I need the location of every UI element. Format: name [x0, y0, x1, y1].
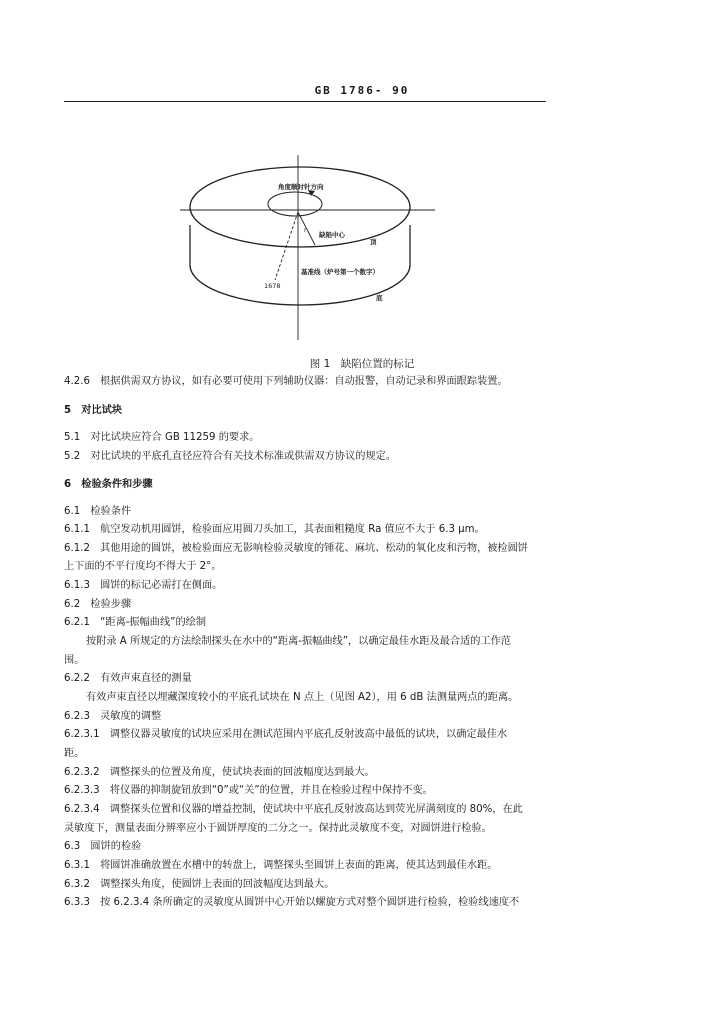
- text-line: 6.2.3 灵敏度的调整: [64, 711, 162, 722]
- text-line: 6.3.3 按 6.2.3.4 条所确定的灵敏度从圆饼中心开始以螺旋方式对整个圆饼进行检验，检验线速度不: [64, 897, 520, 908]
- header-rule: [64, 101, 546, 102]
- text-line: 有效声束直径以埋藏深度较小的平底孔试块在 N 点上（见图 A2），用 6 dB 法测量两点的距离。: [86, 692, 519, 703]
- text-line: 5.1 对比试块应符合 GB 11259 的要求。: [64, 432, 260, 443]
- label-top: 顶: [370, 238, 377, 246]
- text-line: 灵敏度下，测量表面分辨率应小于圆饼厚度的二分之一。保持此灵敏度不变，对圆饼进行检验。: [64, 823, 492, 834]
- text-line: 按附录 A 所规定的方法绘制探头在水中的“距离-振幅曲线”，以确定最佳水距及最合适的工作范: [86, 636, 511, 647]
- label-r: r: [304, 226, 307, 234]
- disc-top-ellipse: [190, 167, 410, 247]
- label-angle: 角度顺时针方向: [278, 183, 324, 191]
- subsection-heading: 6.1 检验条件: [64, 506, 132, 517]
- figure-caption: 图 1 缺陷位置的标记: [309, 358, 415, 370]
- text-line: 6.1.1 航空发动机用圆饼，检验面应用圆刀头加工，其表面粗糙度 Ra 值应不大于 6.3 μm。: [64, 524, 485, 535]
- text-line: 上下面的不平行度均不得大于 2°。: [64, 561, 222, 572]
- section-heading: 5 对比试块: [64, 405, 123, 416]
- subsection-heading: 6.3 圆饼的检验: [64, 841, 142, 852]
- label-code: 1678: [264, 282, 281, 290]
- text-line: 6.2.2 有效声束直径的测量: [64, 673, 192, 684]
- text-line: 6.2.3.2 调整探头的位置及角度，使试块表面的回波幅度达到最大。: [64, 767, 375, 778]
- text-line: 6.3.2 调整探头角度，使圆饼上表面的回波幅度达到最大。: [64, 879, 335, 890]
- subsection-heading: 6.2 检验步骤: [64, 599, 132, 610]
- defect-position-figure: [180, 150, 440, 350]
- label-baseline: 基准线（炉号第一个数字）: [301, 268, 379, 276]
- document-header: GB 1786- 90: [314, 84, 410, 97]
- text-line: 6.1.2 其他用途的圆饼，被检验面应无影响检验灵敏度的锤花、麻坑、松动的氧化皮和污物，被检圆饼: [64, 543, 528, 554]
- label-defect-center: 缺陷中心: [319, 231, 345, 239]
- text-line: 6.2.1 “距离-振幅曲线”的绘制: [64, 617, 207, 628]
- text-line: 6.3.1 将圆饼准确放置在水槽中的转盘上，调整探头至圆饼上表面的距离，使其达到最佳水距。: [64, 860, 498, 871]
- text-line: 6.1.3 圆饼的标记必需打在侧面。: [64, 580, 223, 591]
- text-line: 5.2 对比试块的平底孔直径应符合有关技术标准或供需双方协议的规定。: [64, 451, 397, 462]
- section-heading: 6 检验条件和步骤: [64, 479, 153, 490]
- text-line: 6.2.3.3 将仪器的抑制旋钮放到“0”或“关”的位置，并且在检验过程中保持不变。: [64, 785, 433, 796]
- text-line: 围。: [64, 655, 85, 666]
- disc-bottom-edge: [190, 225, 410, 305]
- text-line: 距。: [64, 748, 85, 759]
- center-ellipse: [268, 192, 322, 216]
- text-line: 6.2.3.4 调整探头位置和仪器的增益控制，使试块中平底孔反射波高达到荧光屏满刻度的 80%，在此: [64, 804, 523, 815]
- text-line: 6.2.3.1 调整仪器灵敏度的试块应采用在测试范围内平底孔反射波高中最低的试块，以确定最佳水: [64, 729, 508, 740]
- label-bottom: 底: [376, 294, 383, 302]
- text-line: 4.2.6 根据供需双方协议，如有必要可使用下列辅助仪器：自动报警，自动记录和界面跟踪装置。: [64, 376, 508, 387]
